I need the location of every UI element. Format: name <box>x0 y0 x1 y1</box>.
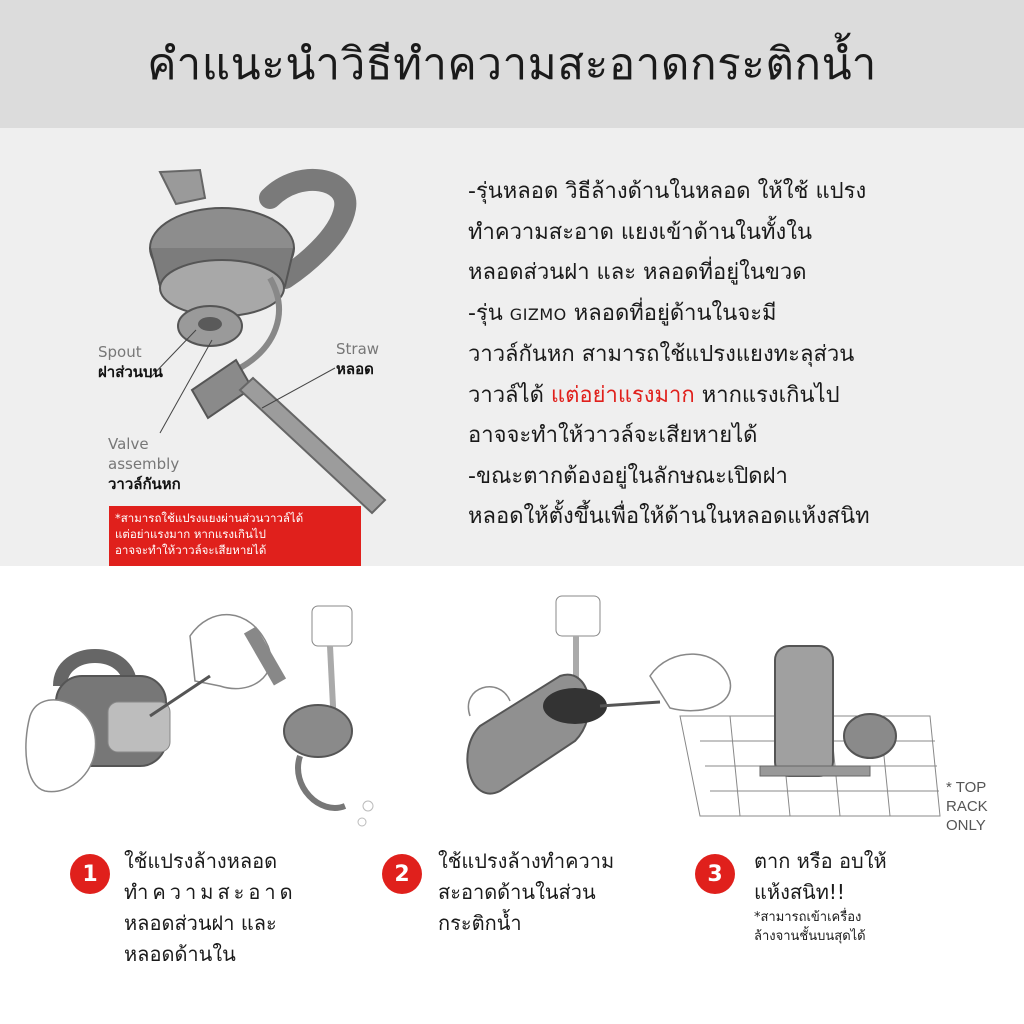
step2-number-badge: 2 <box>382 854 422 894</box>
step1-faucet-shape <box>312 606 352 646</box>
step1-number-badge: 1 <box>70 854 110 894</box>
spout-label: Spout ฝาส่วนบน <box>98 343 163 381</box>
steps-panel <box>0 566 1024 1024</box>
cleaning-instructions: -รุ่นหลอด วิธีล้างด้านในหลอด ให้ใช้ แปรง ทำความสะอาด แยงเข้าด้านในทั้งใน หลอดส่วนฝา และ หลอดที่อยู่ในขวด -รุ่น GIZMO หลอดที่อยู่ด้านในจะมี วาวล์กันหก สามารถใช้แปรงแยงทะลุส่วน วาวล์ได้ แต่อย่าแรงมาก หากแรงเกินไป อาจจะทำให้วาวล์จะเสียหายได้ -ขณะตากต้องอยู่ในลักษณะเปิดฝา หลอดให้ตั้งขึ้นเพื่อให้ด้านในหลอดแห้งสนิท <box>468 172 1008 538</box>
step3-bottle-shape <box>775 646 833 776</box>
caution-highlight: แต่อย่าแรงมาก <box>550 382 695 408</box>
step3-dishwasher-note: *สามารถเข้าเครื่อง ล้างจานชั้นบนสุดได้ <box>754 910 866 944</box>
step3-straw-shape <box>760 766 870 776</box>
step1-lid2-handle <box>298 756 345 808</box>
page-header <box>0 0 1024 128</box>
step2-text: ใช้แปรงล้างทำความ สะอาดด้านในส่วน กระติกน้ำ <box>438 849 615 935</box>
valve-hole-shape <box>198 317 222 331</box>
step2-faucet-shape <box>556 596 600 636</box>
mouthpiece-shape <box>160 170 205 204</box>
step1-bubble2-shape <box>358 818 366 826</box>
step1-lid2-shape <box>284 705 352 757</box>
gizmo-line: -รุ่น GIZMO หลอดที่อยู่ด้านในจะมี <box>468 300 777 326</box>
step3-lid-shape <box>844 714 896 758</box>
step2-right-hand-shape <box>650 654 730 711</box>
straw-stem-shape <box>240 378 385 513</box>
step3-text: ตาก หรือ อบให้ แห้งสนิท!! <box>754 849 887 904</box>
straw-label: Straw หลอด <box>336 340 380 378</box>
step2-illustration <box>467 596 730 794</box>
valve-label: Valve assembly วาวล์กันหก <box>108 435 181 493</box>
page-title: คำแนะนำวิธีทำความสะอาดกระติกน้ำ <box>147 39 877 90</box>
step2-brush-handle-shape <box>600 702 660 706</box>
diagram-panel <box>0 128 1024 566</box>
straw-pointer-line <box>262 368 335 408</box>
step1-text: ใช้แปรงล้างหลอด ทำความสะอาด หลอดส่วนฝา และ หลอดด้านใน <box>124 849 297 966</box>
step1-bubble-shape <box>363 801 373 811</box>
caution-line: วาวล์ได้ แต่อย่าแรงมาก หากแรงเกินไป <box>468 382 840 408</box>
steps-illustration <box>0 566 1024 846</box>
step1-illustration <box>26 606 373 826</box>
valve-warning-box: *สามารถใช้แปรงแยงผ่านส่วนวาวล์ได้ แต่อย่าแรงมาก หากแรงเกินไป อาจจะทำให้วาวล์จะเสียหายได้ <box>109 506 361 566</box>
top-rack-note: * TOP RACK ONLY <box>946 779 988 834</box>
lid-diagram-illustration <box>0 128 460 566</box>
step2-brush-head-shape <box>543 688 607 724</box>
step3-number-badge: 3 <box>695 854 735 894</box>
brand-name: GIZMO <box>509 304 567 324</box>
